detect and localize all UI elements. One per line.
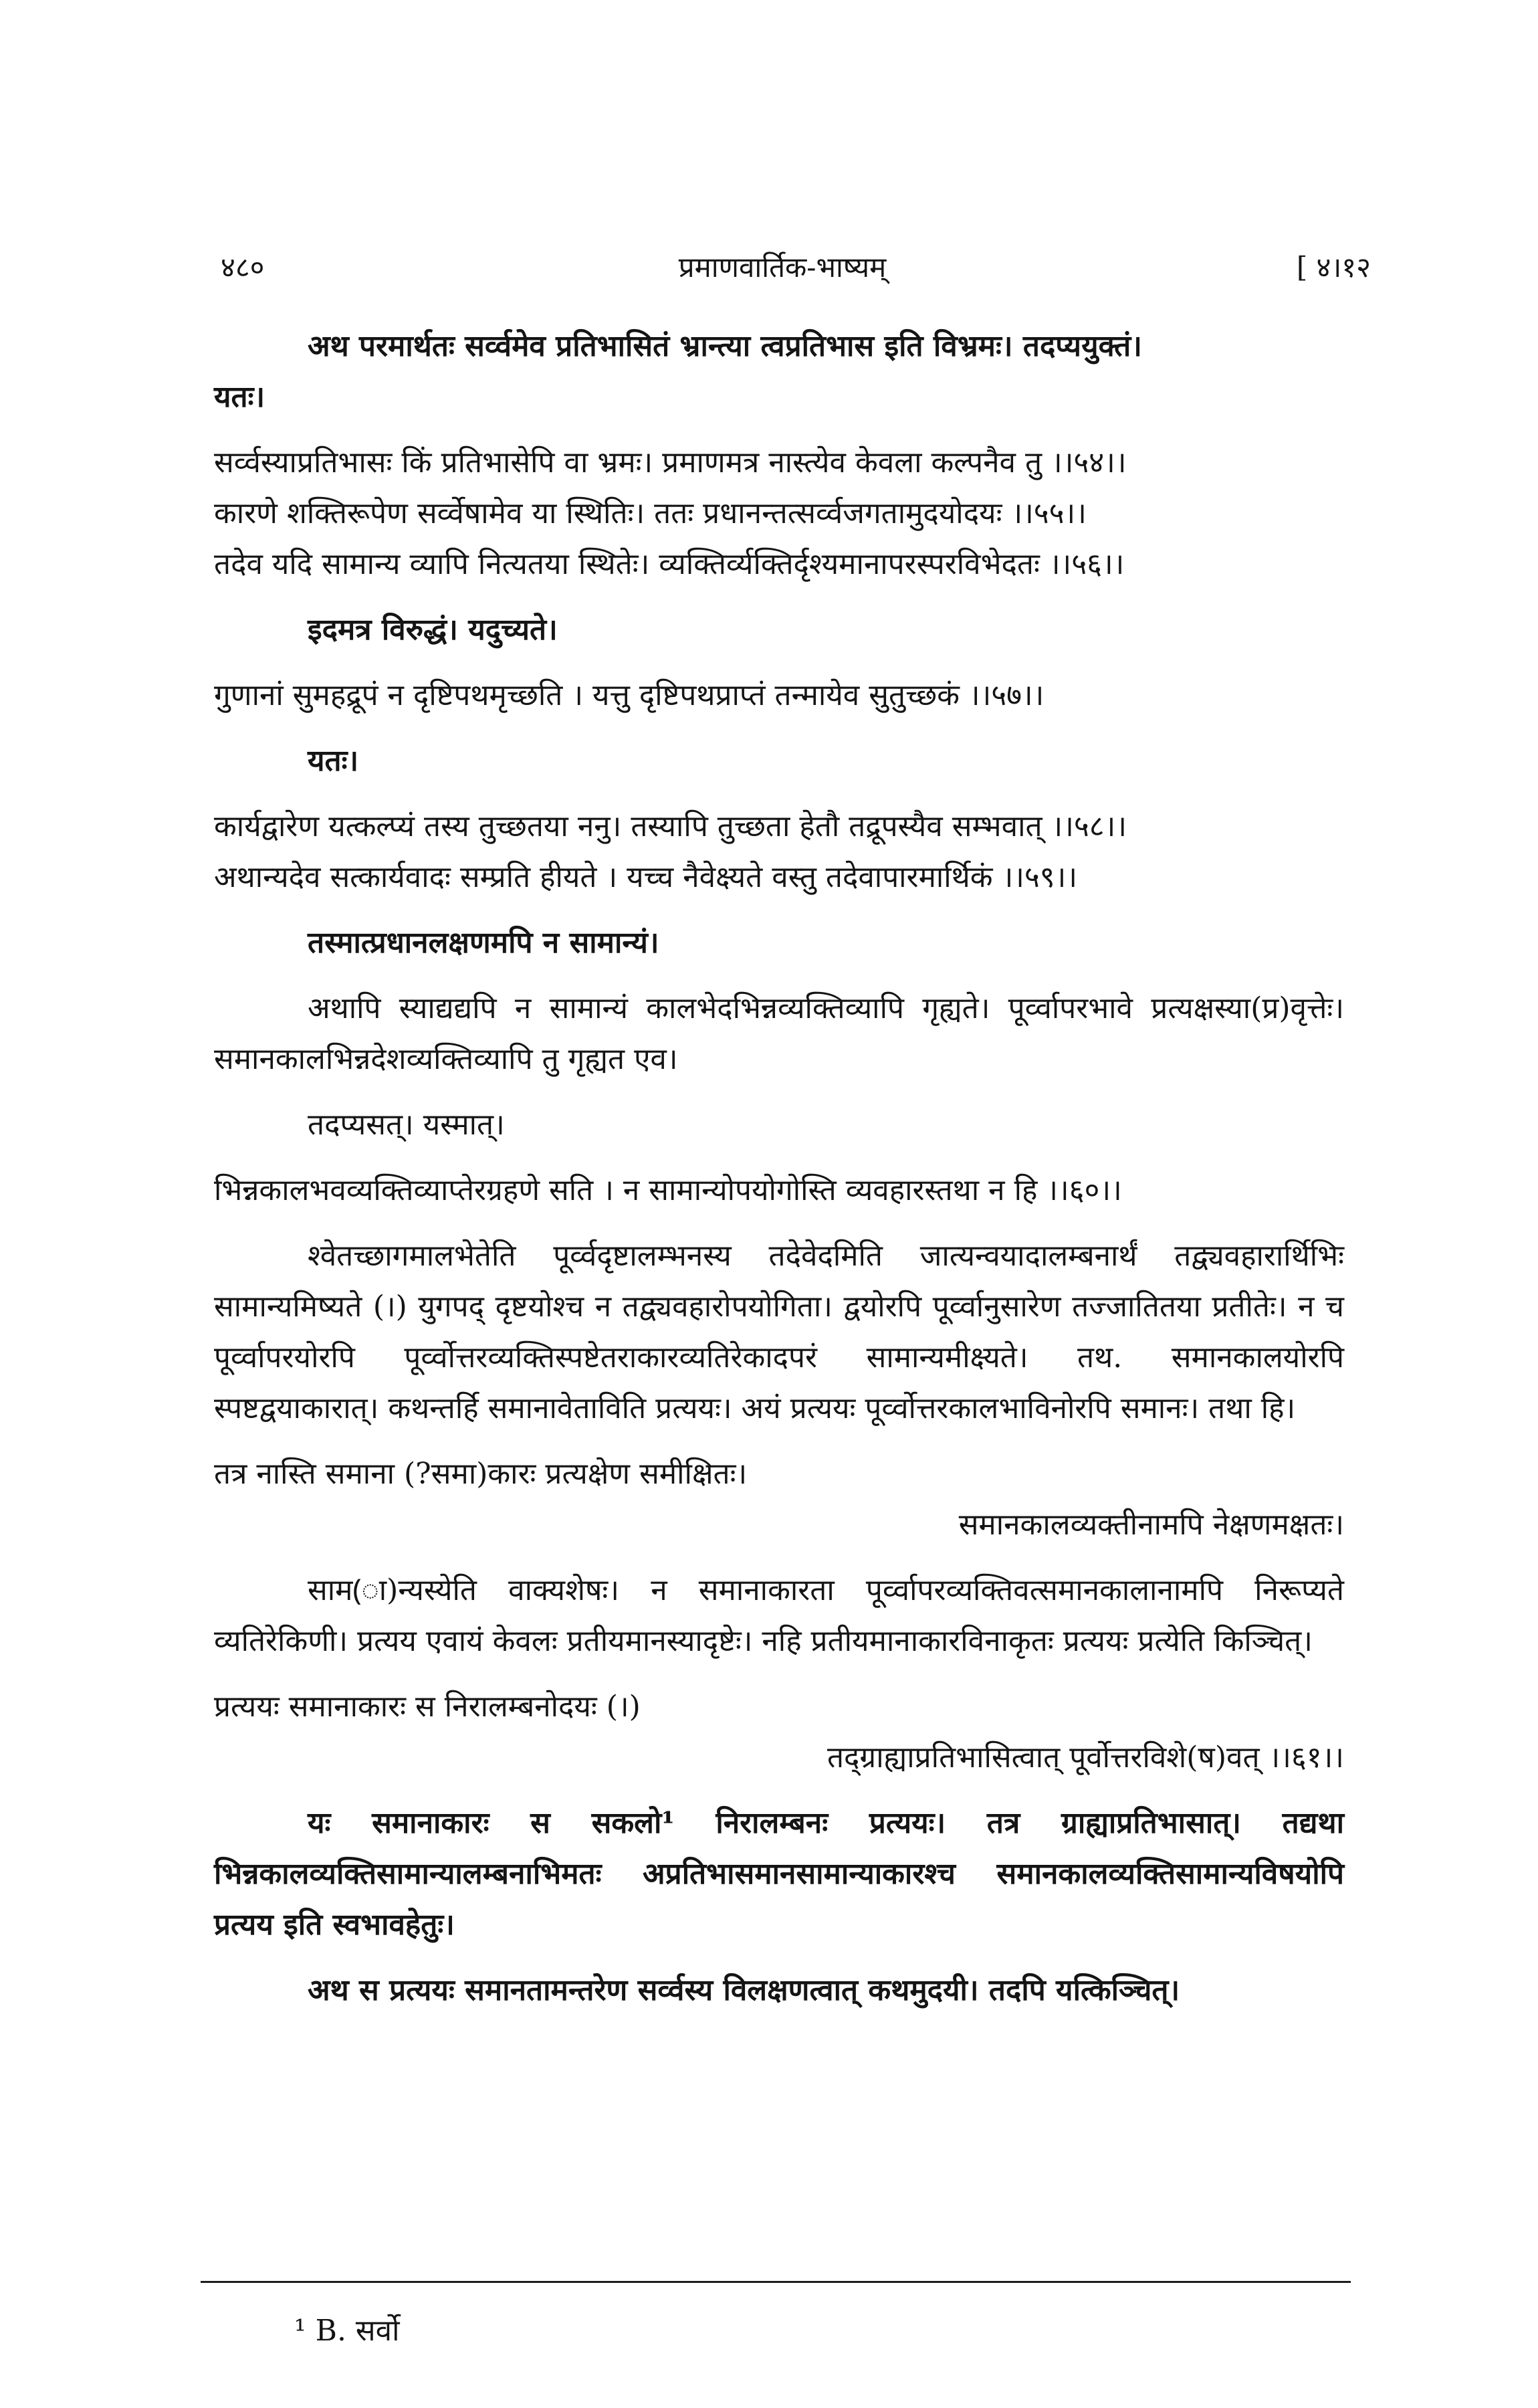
verse-61: तद्ग्राह्याप्रतिभासित्वात् पूर्वोत्तरविशे(ष)वत् ।।६१।। [827,1740,1344,1775]
section-reference: [ ४।१२ [1296,251,1371,284]
verse-58: कार्यद्वारेण यत्कल्प्यं तस्य तुच्छतया ननु। तस्यापि तुच्छता हेतौ तद्रूपस्यैव सम्भवात् ।।५८।। [214,809,1127,843]
page-number: ४८० [221,251,265,284]
paragraph: श्वेतच्छागमालभेतेति पूर्व्वदृष्टालम्भनस्य तदेवेदमिति जात्यन्वयादालम्बनार्थं तद्व्यवहारार्थिभिः सामान्यमिष्यते (।) युगपद् दृष्टयोश्च न तद्व्यवहारोपयोगिता। द्वयोरपि पूर्व्वानुसारेण तज्जातितया प्रतीतेः। न च पूर्व्वापरयोरपि पूर्व्वोत्तरव्यक्तिस्पष्टेतराकारव्यतिरेकादपरं सामान्यमीक्ष्यते। तथ. समानकालयोरपि स्पष्टद्वयाकारात्। कथन्तर्हि समानावेताविति प्रत्ययः। अयं प्रत्ययः पूर्व्वोत्तरकालभाविनोरपि समानः। तथा हि। [214,1239,1344,1425]
footnote-divider [201,2281,1351,2283]
verse-57: गुणानां सुमहद्रूपं न दृष्टिपथमृच्छति । यत्तु दृष्टिपथप्राप्तं तन्मायेव सुतुच्छकं ।।५७।। [214,678,1045,712]
verse-59: अथान्यदेव सत्कार्यवादः सम्प्रति हीयते । यच्च नैवेक्ष्यते वस्तु तदेवापारमार्थिकं ।।५९।। [214,860,1078,894]
footnote: ¹ B. सर्वो [294,2314,400,2348]
paragraph: साम(ा)न्यस्येति वाक्यशेषः। न समानाकारता पूर्व्वापरव्यक्तिवत्समानकालानामपि निरूप्यते व्यतिरेकिणी। प्रत्यय एवायं केवलः प्रतीयमानस्यादृष्टेः। नहि प्रतीयमानाकारविनाकृतः प्रत्ययः प्रत्येति किञ्चित्। [214,1573,1344,1658]
verse-60: भिन्नकालभवव्यक्तिव्याप्तेरग्रहणे सति । न सामान्योपयोगोस्ति व्यवहारस्तथा न हि ।।६०।। [214,1173,1122,1207]
main-text [214,321,1344,2016]
paragraph: अथापि स्याद्यद्यपि न सामान्यं कालभेदभिन्नव्यक्तिव्यापि गृह्यते। पूर्व्वापरभावे प्रत्यक्षस्या(प्र)वृत्तेः। समानकालभिन्नदेशव्यक्तिव्यापि तु गृह्यत एव। [214,991,1344,1076]
paragraph: यतः। [308,744,359,778]
paragraph: तदप्यसत्। यस्मात्। [308,1108,505,1142]
verse-54: सर्व्वस्याप्रतिभासः किं प्रतिभासेपि वा भ्रमः। प्रमाणमत्र नास्त्येव केवला कल्पनैव तु ।।५४।। [214,445,1127,480]
paragraph: तस्मात्प्रधानलक्षणमपि न सामान्यं। [308,926,659,960]
verse-line: समानकालव्यक्तीनामपि नेक्षणमक्षतः। [958,1508,1344,1542]
paragraph: यतः। [214,380,265,414]
paragraph: यः समानाकारः स सकलो¹ निरालम्बनः प्रत्ययः। तत्र ग्राह्याप्रतिभासात्। तद्यथा भिन्नकालव्यक्तिसामान्यालम्बनाभिमतः अप्रतिभासमानसामान्याकारश्च समानकालव्यक्तिसामान्यविषयोपि प्रत्यय इति स्वभावहेतुः। [214,1806,1344,1942]
paragraph: अथ परमार्थतः सर्व्वमेव प्रतिभासितं भ्रान्त्या त्वप्रतिभास इति विभ्रमः। तदप्ययुक्तं। [308,329,1142,363]
verse-55: कारणे शक्तिरूपेण सर्व्वेषामेव या स्थितिः। ततः प्रधानन्तत्सर्व्वजगतामुदयोदयः ।।५५।। [214,496,1087,530]
verse-56: तदेव यदि सामान्य व्यापि नित्यतया स्थितेः। व्यक्तिर्व्यक्तिर्दृश्यमानापरस्परविभेदतः ।।५६।। [214,547,1125,581]
page-header [214,247,1371,288]
paragraph: इदमत्र विरुद्धं। यदुच्यते। [308,613,558,647]
running-title: प्रमाणवार्तिक-भाष्यम् [678,251,887,284]
verse-line: तत्र नास्ति समाना (?समा)कारः प्रत्यक्षेण समीक्षितः। [214,1457,748,1491]
paragraph: अथ स प्रत्ययः समानतामन्तरेण सर्व्वस्य विलक्षणत्वात् कथमुदयी। तदपि यत्किञ्चित्। [308,1973,1180,2007]
verse-line: प्रत्ययः समानाकारः स निरालम्बनोदयः (।) [214,1690,641,1724]
